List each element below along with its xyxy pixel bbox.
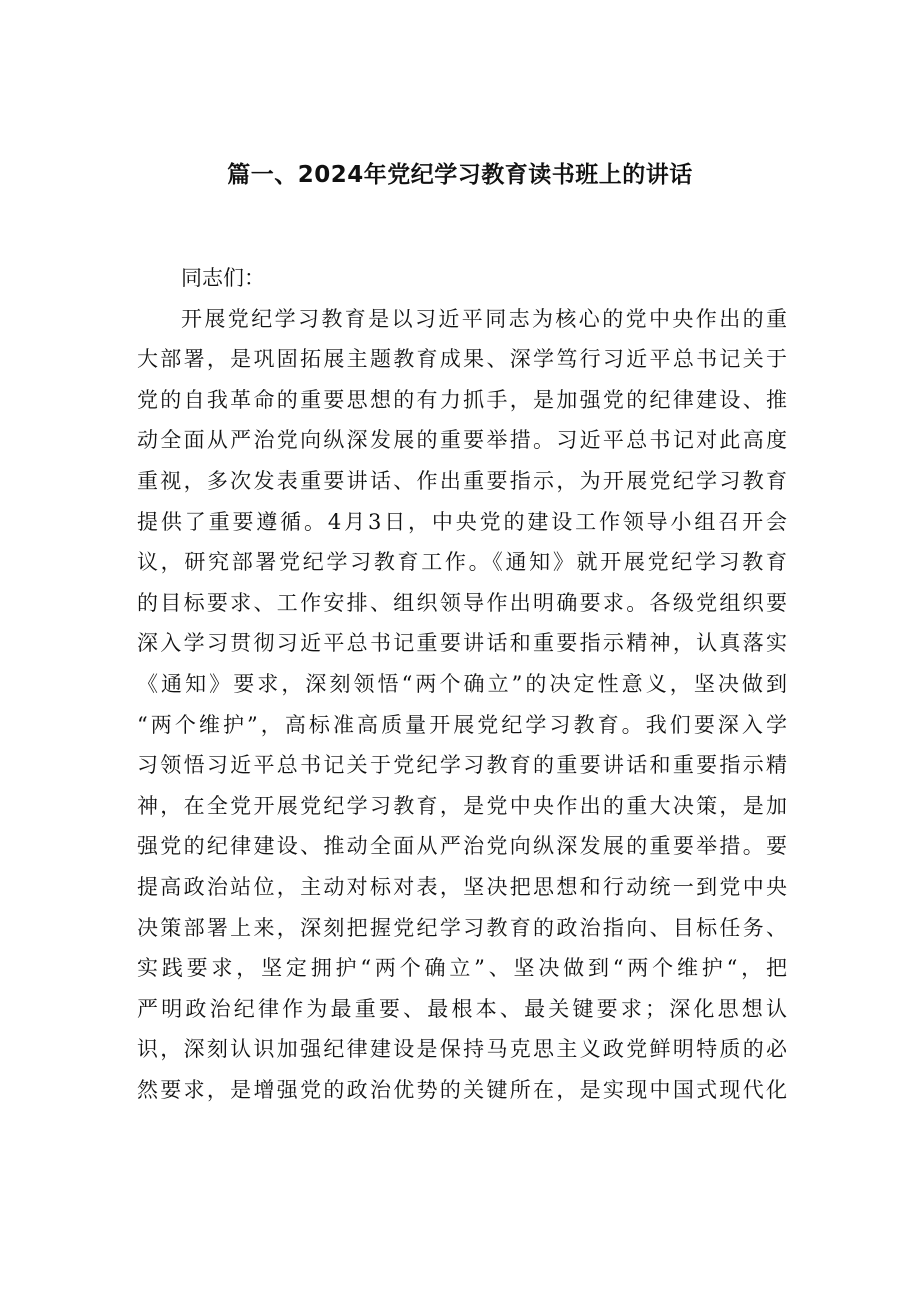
- paragraph-line: 决策部署上来，深刻把握党纪学习教育的政治指向、目标任务、: [137, 915, 787, 940]
- paragraph-line: 的目标要求、工作安排、组织领导作出明确要求。各级党组织要: [137, 590, 787, 615]
- paragraph-line: 动全面从严治党向纵深发展的重要举措。习近平总书记对此高度: [137, 428, 787, 453]
- paragraph-line: 议，研究部署党纪学习教育工作。《通知》就开展党纪学习教育: [137, 550, 787, 575]
- paragraph-line: “两个维护”，高标准高质量开展党纪学习教育。我们要深入学: [137, 712, 787, 737]
- document-title: 篇一、2024年党纪学习教育读书班上的讲话: [227, 162, 693, 188]
- paragraph-line: 实践要求，坚定拥护“两个确立”、坚决做到“两个维护“，把: [137, 956, 787, 981]
- paragraph-line: 识，深刻认识加强纪律建设是保持马克思主义政党鲜明特质的必: [137, 1037, 787, 1062]
- paragraph-line: 提高政治站位，主动对标对表，坚决把思想和行动统一到党中央: [137, 874, 787, 899]
- paragraph-line: 神，在全党开展党纪学习教育，是党中央作出的重大决策，是加: [137, 793, 787, 818]
- paragraph-line: 习领悟习近平总书记关于党纪学习教育的重要讲话和重要指示精: [137, 753, 787, 778]
- paragraph-line: 深入学习贯彻习近平总书记重要讲话和重要指示精神，认真落实: [137, 631, 787, 656]
- paragraph-line: 严明政治纪律作为最重要、最根本、最关键要求；深化思想认: [137, 996, 787, 1021]
- paragraph-line: 《通知》要求，深刻领悟“两个确立”的决定性意义，坚决做到: [137, 671, 787, 696]
- paragraph-line: 强党的纪律建设、推动全面从严治党向纵深发展的重要举措。要: [137, 834, 787, 859]
- salutation: 同志们：: [181, 266, 265, 290]
- document-body: [137, 258, 787, 1110]
- paragraph-line: 大部署，是巩固拓展主题教育成果、深学笃行习近平总书记关于: [137, 347, 787, 372]
- paragraph-line: 提供了重要遵循。4月3日，中央党的建设工作领导小组召开会: [137, 509, 787, 534]
- paragraph-line: 然要求，是增强党的政治优势的关键所在，是实现中国式现代化: [137, 1077, 787, 1102]
- paragraph-line: 开展党纪学习教育是以习近平同志为核心的党中央作出的重: [181, 306, 787, 331]
- paragraph-line: 党的自我革命的重要思想的有力抓手，是加强党的纪律建设、推: [137, 387, 787, 412]
- paragraph-line: 重视，多次发表重要讲话、作出重要指示，为开展党纪学习教育: [137, 468, 787, 493]
